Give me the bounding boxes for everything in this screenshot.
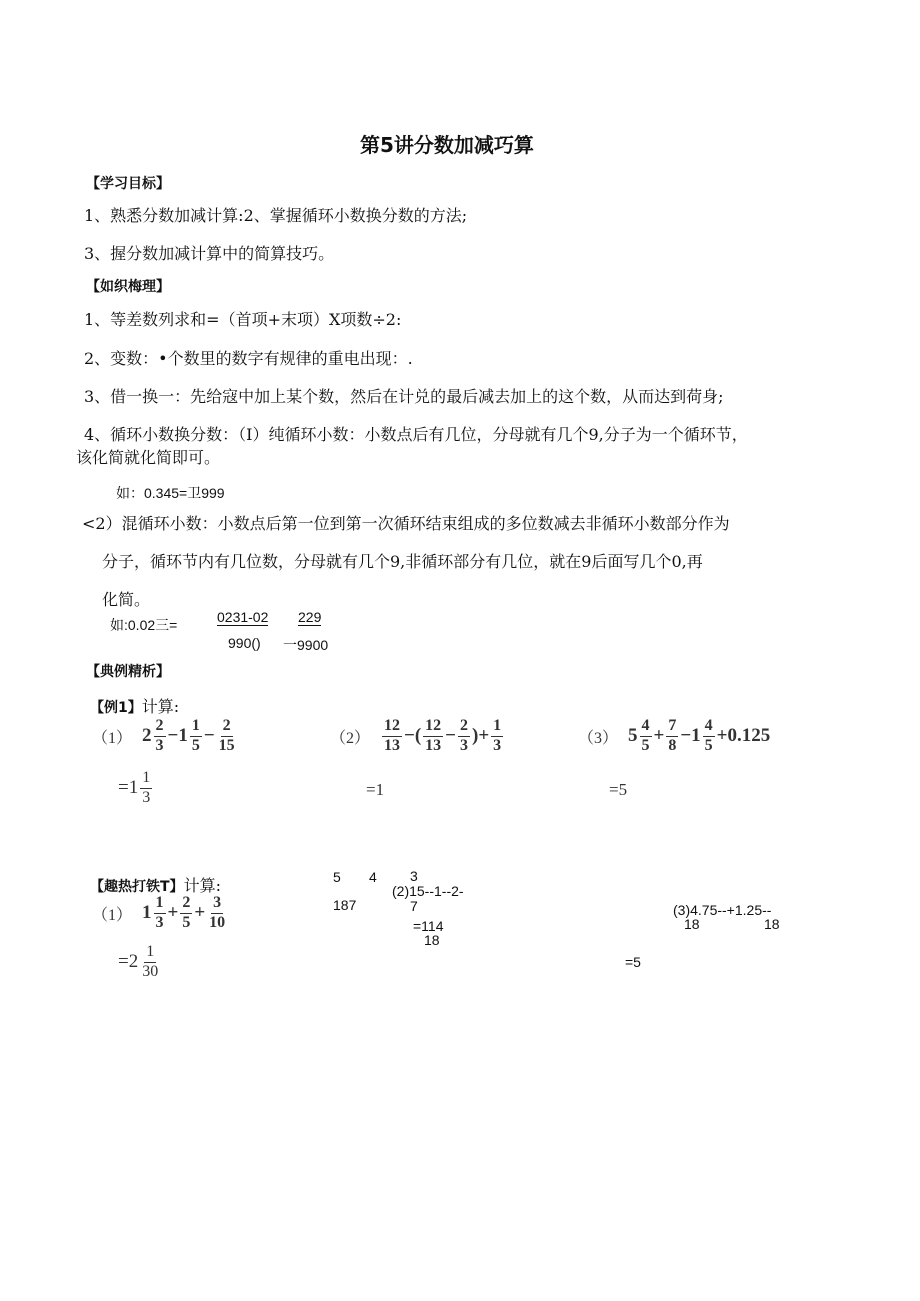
- practice-calc: 计算:: [183, 876, 221, 895]
- operator: +: [653, 725, 665, 747]
- mixed-repeating-line-2: 分子，循环节内有几位数，分母就有几个9,非循环部分有几位，就在9后面写几个0,再: [102, 552, 703, 571]
- knowledge-item-4a: 4、循环小数换分数：（I）纯循环小数：小数点后有几位，分母就有几个9,分子为一个循环节，: [84, 425, 748, 444]
- knowledge-item-2: 2、变数：•个数里的数字有规律的重电出现：.: [84, 349, 413, 368]
- fraction: $\frac{2}{3}$: [460, 717, 468, 754]
- fraction: $\frac{3}{10}$: [209, 894, 226, 931]
- knowledge-item-4b: 该化简就化简即可。: [76, 448, 221, 467]
- practice-3-expression: (3)4.75--+1.25--: [673, 902, 772, 918]
- operator: +: [194, 902, 206, 924]
- page-title: 第5讲分数加减巧算: [360, 133, 534, 157]
- practice-2-answer: =114: [413, 918, 444, 934]
- problem-label: （2）: [330, 729, 371, 747]
- problem-label: （1）: [92, 729, 133, 747]
- practice-problem-1: [92, 895, 229, 932]
- practice-3-answer: =5: [625, 954, 641, 970]
- example-1-label: 【例1】: [90, 700, 142, 716]
- mixed-example-numerator-2: 229: [298, 609, 322, 625]
- fraction: $\frac{1}{3}$: [155, 894, 164, 931]
- example-problem-3: [578, 718, 770, 755]
- practice-3-denominator-2: 18: [764, 916, 780, 932]
- operator: −1: [680, 725, 701, 747]
- examples-header: 【典例精析】: [86, 664, 170, 680]
- example-answer-3: =5: [609, 780, 628, 799]
- fraction: $\frac{2}{5}$: [182, 894, 191, 931]
- fraction: $\frac{1}{30}$: [142, 943, 159, 980]
- mixed-example-numerator-1: 0231-02: [217, 609, 269, 625]
- example-problem-1: [92, 718, 239, 755]
- example-1-heading: [90, 694, 179, 717]
- goal-line-1: 1、熟悉分数加减计算:2、掌握循环小数换分数的方法;: [84, 206, 468, 225]
- mixed-example-denominator-2: 一9900: [283, 637, 329, 653]
- knowledge-header: 【如织梅理】: [86, 279, 170, 295]
- knowledge-item-1: 1、等差数列求和=（首项+末项）X项数÷2:: [84, 310, 402, 329]
- answer-prefix: =2: [118, 951, 139, 973]
- mixed-example-label: 如:0.02三=: [110, 617, 178, 633]
- problem-label: （1）: [92, 906, 133, 924]
- fraction: $\frac{4}{5}$: [704, 717, 713, 754]
- knowledge-item-3: 3、借一换一：先给寇中加上某个数，然后在计兑的最后减去加上的这个数，从而达到荷身;: [84, 387, 724, 406]
- practice-answer-1: [118, 944, 162, 981]
- practice-2-denominator-7: 7: [410, 898, 418, 914]
- fraction: $\frac{1}{3}$: [142, 769, 151, 806]
- whole-part: 5: [628, 725, 638, 747]
- fraction: $\frac{12}{13}$: [384, 717, 401, 754]
- mixed-repeating-line-3: 化简。: [102, 590, 151, 609]
- goals-header: 【学习目标】: [86, 176, 170, 192]
- practice-2-denominator-187: 187: [333, 897, 357, 913]
- operator: +: [167, 902, 179, 924]
- operator: −(: [404, 725, 422, 747]
- answer-prefix: =1: [118, 777, 139, 799]
- mixed-example-denominator-1: 990(): [228, 635, 261, 651]
- fraction: $\frac{2}{15}$: [218, 717, 235, 754]
- fraction: $\frac{12}{13}$: [425, 717, 442, 754]
- fraction: $\frac{1}{3}$: [493, 717, 502, 754]
- example-answer-2: =1: [366, 780, 385, 799]
- operator: +0.125: [716, 725, 771, 747]
- practice-header: 【趣热打铁T】: [90, 879, 184, 895]
- practice-2-answer-denominator: 18: [424, 932, 440, 948]
- fraction: $\frac{1}{5}$: [191, 717, 200, 754]
- operator: −: [167, 725, 179, 747]
- practice-2-expression: (2)15--1--2-: [392, 883, 464, 899]
- whole-part: 2: [142, 725, 152, 747]
- practice-heading: [90, 873, 221, 896]
- problem-label: （3）: [578, 729, 619, 747]
- example-1-calc: 计算:: [141, 697, 180, 716]
- whole-part: 1: [178, 725, 188, 747]
- operator: −: [203, 725, 215, 747]
- practice-2-top-4: 4: [369, 869, 377, 885]
- goal-line-2: 3、握分数加减计算中的简算技巧。: [84, 244, 335, 263]
- practice-2-top-5: 5: [333, 869, 341, 885]
- example-answer-1: [118, 770, 154, 807]
- practice-2-top-3: 3: [410, 868, 418, 884]
- practice-3-denominator-1: 18: [684, 916, 700, 932]
- whole-part: 1: [142, 902, 152, 924]
- pure-repeating-example: 如：0.345=卫999: [116, 485, 225, 501]
- operator: )+: [472, 725, 490, 747]
- operator: −: [445, 725, 456, 747]
- example-problem-2: [330, 718, 505, 755]
- fraction: $\frac{7}{8}$: [668, 717, 677, 754]
- fraction: $\frac{2}{3}$: [155, 717, 164, 754]
- fraction: $\frac{4}{5}$: [641, 717, 650, 754]
- mixed-repeating-line-1: <2）混循环小数：小数点后第一位到第一次循环结束组成的多位数减去非循环小数部分作为: [82, 514, 730, 533]
